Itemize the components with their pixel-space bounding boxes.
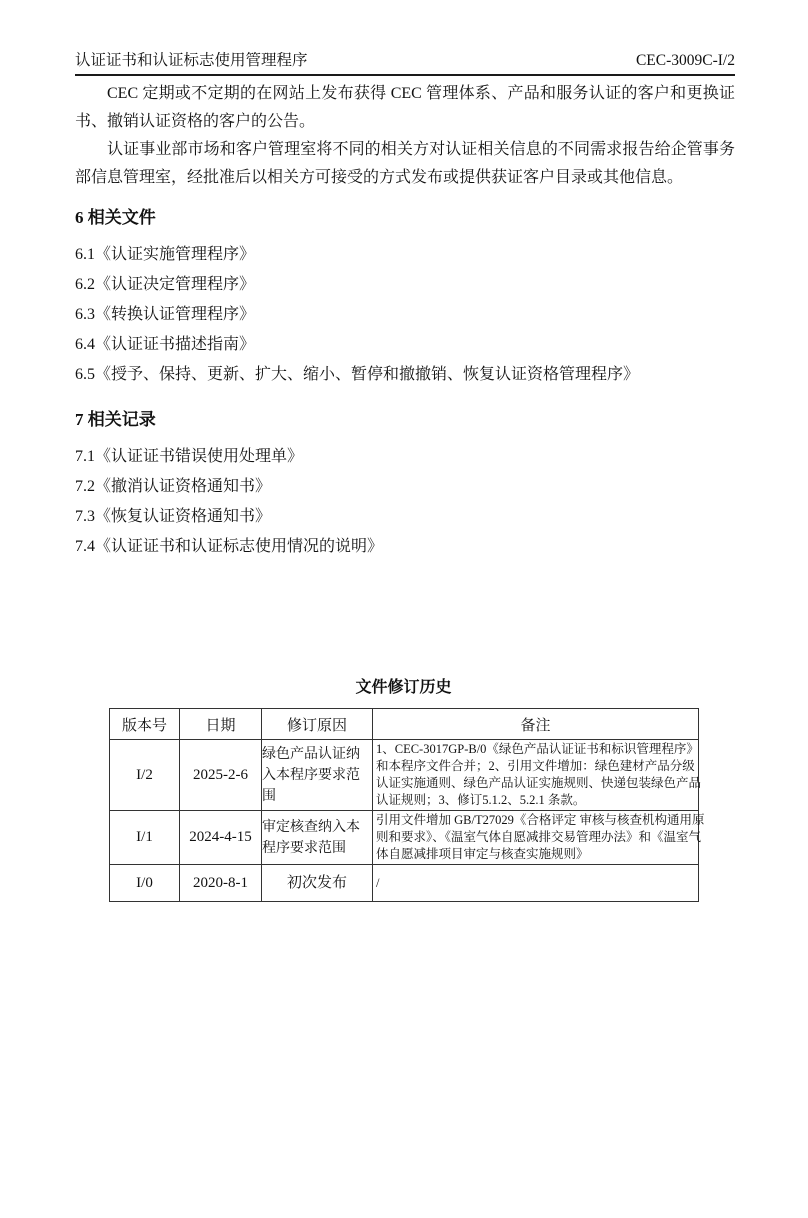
reason-cell: 审定核查纳入本程序要求范围	[262, 811, 373, 865]
version-cell: I/0	[110, 865, 180, 902]
list-item: 7.3《恢复认证资格通知书》	[75, 508, 272, 525]
section-heading-related-documents: 6 相关文件	[75, 208, 156, 227]
list-item: 6.1《认证实施管理程序》	[75, 246, 256, 263]
date-cell: 2020-8-1	[180, 865, 262, 902]
paragraph-info-needs: 认证事业部市场和客户管理室将不同的相关方对认证相关信息的不同需求报告给企管事务部信息管理室，经批准后以相关方可接受的方式发布或提供获证客户目录或其他信息。	[75, 141, 735, 186]
list-item: 6.5《授予、保持、更新、扩大、缩小、暂停和撤撤销、恢复认证资格管理程序》	[75, 366, 640, 383]
list-item: 6.3《转换认证管理程序》	[75, 306, 256, 323]
column-header-version: 版本号	[110, 709, 180, 740]
notes-text: 1、CEC-3017GP-B/0《绿色产品认证证书和标识管理程序》和本程序文件合并；2、引用文件增加：绿色建材产品分级认证实施通则、绿色产品认证实施规则、快递包装绿色产品认证规则；3、修订5.1.2、5.2.1 条款。	[376, 742, 702, 807]
revision-table	[109, 708, 705, 902]
reason-cell: 绿色产品认证纳入本程序要求范围	[262, 740, 373, 811]
notes-text: 引用文件增加 GB/T27029《合格评定 审核与核查机构通用原则和要求》、《温室气体自愿减排交易管理办法》和《温室气体自愿减排项目审定与核查实施规则》	[376, 813, 705, 861]
list-item: 7.1《认证证书错误使用处理单》	[75, 448, 304, 465]
paragraph-publication-notice: CEC 定期或不定期的在网站上发布获得 CEC 管理体系、产品和服务认证的客户和更换证书、撤销认证资格的客户的公告。	[75, 85, 735, 130]
column-header-notes: 备注	[373, 709, 699, 740]
doc-title: 认证证书和认证标志使用管理程序	[75, 52, 308, 69]
list-item: 7.2《撤消认证资格通知书》	[75, 478, 272, 495]
list-item: 7.4《认证证书和认证标志使用情况的说明》	[75, 538, 384, 555]
notes-cell	[373, 740, 702, 811]
notes-cell	[373, 811, 705, 865]
table-row	[110, 740, 699, 811]
table-row	[110, 865, 699, 902]
reason-cell: 初次发布	[262, 865, 373, 902]
related-records-list	[75, 442, 735, 562]
date-cell: 2025-2-6	[180, 740, 262, 811]
related-documents-list	[75, 240, 735, 390]
revision-history-block	[75, 677, 735, 902]
list-item: 6.2《认证决定管理程序》	[75, 276, 256, 293]
section-heading-related-records: 7 相关记录	[75, 410, 156, 429]
page-content	[75, 0, 735, 902]
table-row	[110, 811, 699, 865]
doc-header	[75, 51, 735, 76]
version-cell: I/2	[110, 740, 180, 811]
doc-number: CEC-3009C-I/2	[635, 52, 735, 69]
list-item: 6.4《认证证书描述指南》	[75, 336, 256, 353]
version-cell: I/1	[110, 811, 180, 865]
date-cell: 2024-4-15	[180, 811, 262, 865]
notes-cell	[373, 865, 699, 902]
revision-table-title: 文件修订历史	[355, 679, 452, 696]
column-header-date: 日期	[180, 709, 262, 740]
column-header-reason: 修订原因	[262, 709, 373, 740]
notes-text: /	[376, 875, 380, 890]
table-header-row	[110, 709, 699, 740]
